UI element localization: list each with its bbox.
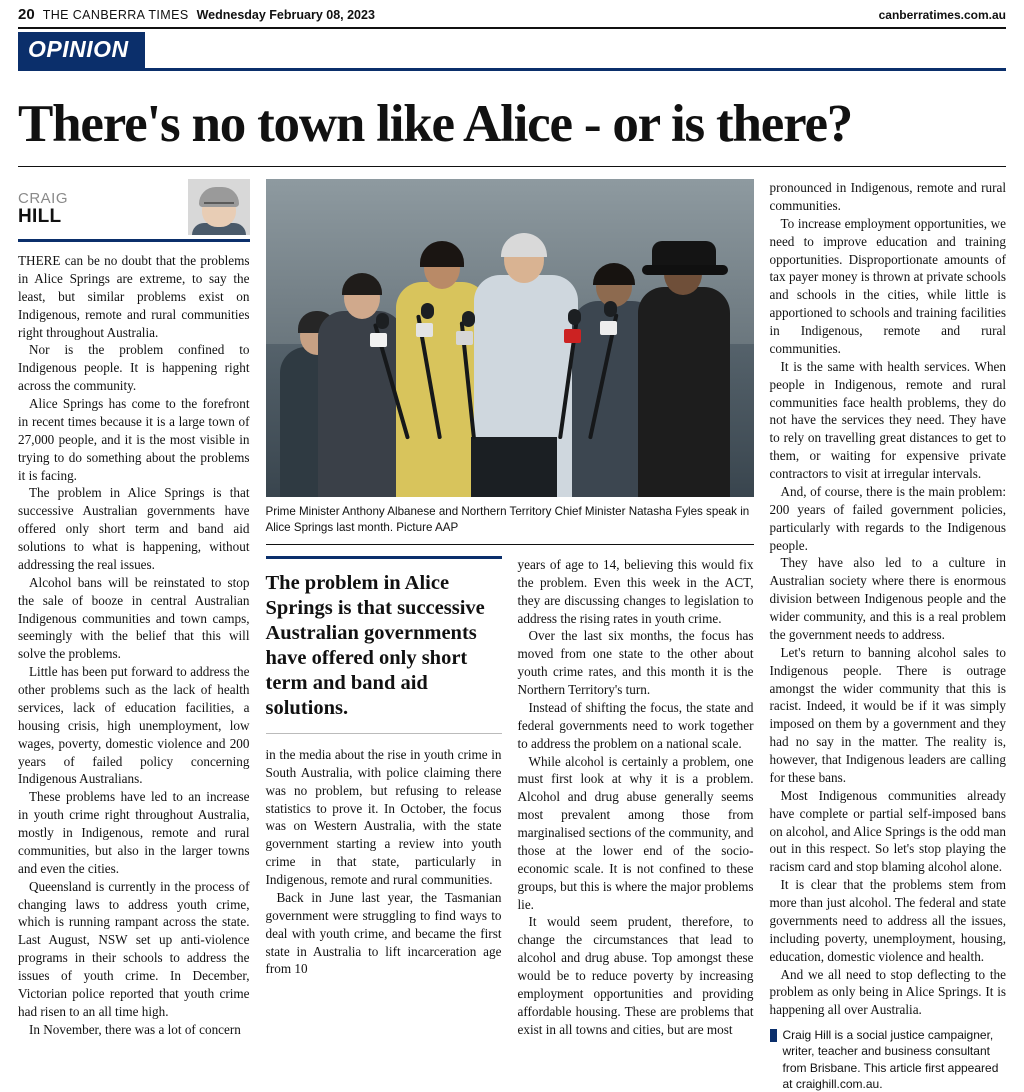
photo-caption: Prime Minister Anthony Albanese and Northern Territory Chief Minister Natasha Fyles speak in Alice Springs last month. Picture AAP: [266, 497, 754, 545]
publication-date: Wednesday February 08, 2023: [196, 7, 375, 22]
microphone-flag: [370, 333, 387, 347]
pull-quote: The problem in Alice Springs is that successive Australian governments have offered only short term and band aid solutions.: [266, 556, 502, 734]
paragraph: Nor is the problem confined to Indigenous people. It is happening right across the community.: [18, 342, 250, 394]
author-bio: [770, 1027, 1007, 1092]
paragraph: THERE can be no doubt that the problems in Alice Springs are extreme, to say the least, but similar problems exist on Indigenous, remote and rural communities right throughout Australia.: [18, 253, 250, 340]
paragraph: pronounced in Indigenous, remote and rural communities.: [769, 180, 1006, 213]
paragraph: To increase employment opportunities, we need to improve education and training opportunities. Disproportionate amounts of tax payer money is thrown at private schools and schools in the cities, while little is apportioned to schools and training facilities in Indigenous, remote and rural communities.: [769, 215, 1006, 356]
byline-last-name: HILL: [18, 205, 62, 227]
paragraph: Most Indigenous communities already have complete or partial self-imposed bans on alcohol, and Alice Springs is the odd man out in this respect. So let's stop playing the racism card and stop blaming alcohol alone.: [769, 787, 1006, 875]
column-1: [18, 179, 250, 1092]
page-number: 20: [18, 6, 35, 23]
column-2: [266, 556, 502, 1039]
paragraph: It would seem prudent, therefore, to change the circumstances that lead to alcohol and drug abuse. Top amongst these would be to reduce poverty by increasing employment opportunities and providing affordable housing. These are problems that exist in all towns and cities, but are most: [517, 914, 754, 1037]
avatar-glasses: [204, 202, 234, 210]
microphone-flag: [600, 321, 617, 335]
microphone-head: [462, 311, 475, 327]
section-band: [18, 32, 1006, 71]
paragraph: While alcohol is certainly a problem, one must first look at why it is a problem. Alcohol and drug abuse generally seems most prevalent among those from marginalised sections of the community, and those at the lower end of the socio-economic scale. It is not confined to these groups, but this is where the major problems lie.: [517, 753, 754, 912]
paragraph: Alcohol bans will be reinstated to stop the sale of booze in central Australian Indigenous communities and town camps, seemingly with the belief that this will solve the problems.: [18, 574, 250, 662]
paragraph: And, of course, there is the main problem: 200 years of failed government policies, particularly with regards to the Indigenous people.: [769, 483, 1006, 553]
microphone-head: [604, 301, 617, 317]
lectern: [471, 437, 557, 497]
article-photo-block: [266, 179, 754, 545]
website-url: canberratimes.com.au: [878, 7, 1006, 22]
paragraph: Instead of shifting the focus, the state and federal governments need to work together to address the problem on a national scale.: [517, 699, 754, 751]
microphone-head: [568, 309, 581, 325]
section-rule: [145, 32, 1006, 68]
masthead: [18, 0, 1006, 29]
microphone-head: [376, 313, 389, 329]
microphone-flag: [564, 329, 581, 343]
paragraph: The problem in Alice Springs is that successive Australian governments have offered only short term and band aid solutions to what is happening, without addressing the real issues.: [18, 485, 250, 572]
paragraph: in the media about the rise in youth crime in South Australia, with police claiming there was no problem, but refusing to release statistics to prove it. In October, the focus was on Western Australia, with the state government starting a review into youth crime in that state, particularly in Indigenous, remote and rural communities.: [265, 746, 502, 888]
paragraph: These problems have led to an increase in youth crime right throughout Australia, mostly in Indigenous, remote and rural communities, but also in the larger towns and even the cities.: [18, 789, 250, 876]
microphone-flag: [416, 323, 433, 337]
column-3: [518, 556, 754, 1039]
paragraph: Let's return to banning alcohol sales to Indigenous people. There is outrage amongst the wider community that this is racist. Indeed, it would be if it was simply imposed on them by a government and they had no say in the matter. The reality is, however, that Indigenous leaders are calling for these bans.: [769, 644, 1006, 785]
paragraph: Alice Springs has come to the forefront in recent times because it is a large town of 27,000 people, and it is the most visible in trying to do something about the problems it is facing.: [18, 396, 250, 483]
paragraph: They have also led to a culture in Australian society where there is enormous division between Indigenous people and the wider community, and this is a real problem the government needs to address.: [769, 555, 1006, 642]
byline-first-name: CRAIG: [18, 190, 69, 208]
press-conference-photo: [266, 179, 754, 497]
photo-person-hat-brim: [642, 265, 728, 275]
paragraph: years of age to 14, believing this would fix the problem. Even this week in the ACT, they are discussing changes to legislation to address the rising rates in youth crime.: [517, 556, 754, 626]
photo-person: [318, 311, 404, 497]
paper-name: THE CANBERRA TIMES: [42, 7, 189, 22]
paragraph: It is the same with health services. When people in Indigenous, remote and rural communities face health problems, they do not have the services they need. They have to rely on travelling great distances to get to them, or waiting for expensive private contractors to visit at irregular intervals.: [769, 358, 1006, 482]
middle-columns: [266, 556, 754, 1039]
bio-marker-icon: [770, 1029, 777, 1042]
paragraph: And we all need to stop deflecting to the problem as only being in Alice Springs. It is happening all over Australia.: [769, 966, 1006, 1018]
byline-name: [18, 179, 68, 227]
bio-text: Craig Hill is a social justice campaigner, writer, teacher and business consultant from Brisbane. This article first appeared at craighill.com.au.: [782, 1028, 999, 1091]
paragraph: Queensland is currently in the process of changing laws to address youth crime, which is running rampant across the state. Last August, NSW set up anti-violence programs in their schools to address the issues of youth crime. In December, Victorian police reported that youth crime had risen to an all time high.: [18, 878, 250, 1019]
microphone-flag: [456, 331, 473, 345]
paragraph: Little has been put forward to address the other problems such as the lack of health services, lack of education facilities, a housing crisis, high unemployment, low wages, poverty, domestic violence and 200 years of failed policy concerning Indigenous Australians.: [18, 664, 250, 787]
paragraph: It is clear that the problems stem from more than just alcohol. The federal and state governments need to address all the issues, including poverty, unemployment, housing, education, domestic violence and health.: [769, 877, 1006, 964]
microphone-head: [421, 303, 434, 319]
article-headline: There's no town like Alice - or is there?: [18, 97, 1006, 167]
paragraph: In November, there was a lot of concern: [29, 1021, 241, 1037]
article-body: [18, 179, 1006, 1092]
paragraph: Over the last six months, the focus has moved from one state to the other about youth crime rates, and this month it is the Northern Territory's turn.: [517, 628, 754, 698]
byline: [18, 179, 250, 242]
column-middle: [266, 179, 754, 1092]
photo-person: [638, 287, 730, 497]
avatar: [188, 179, 250, 235]
column-4: [770, 179, 1007, 1092]
section-label: OPINION: [18, 32, 145, 68]
paragraph: Back in June last year, the Tasmanian government were struggling to find ways to deal with youth crime, and became the first state in Australia to lift incarceration age from 10: [265, 889, 502, 977]
